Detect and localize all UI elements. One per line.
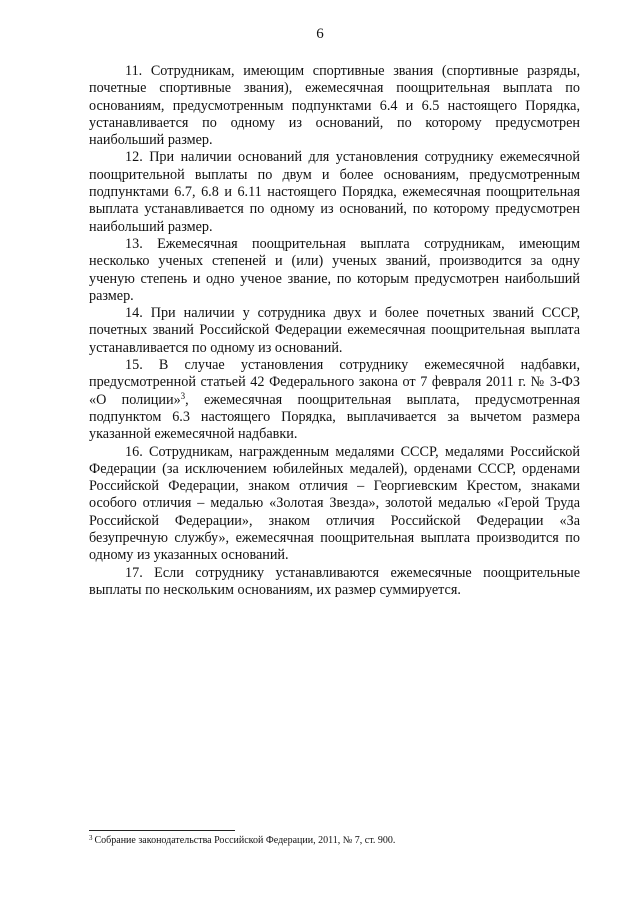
paragraph-11: 11. Сотрудникам, имеющим спортивные звания (спортивные разряды, почетные спортивные звания), ежемесячная поощрительная выплата по основаниям, предусмотренным подпунктами 6.4 и 6.5 настоящего Порядка, устанавливается по одному из оснований, по которому предусмотрен наибольший размер. bbox=[89, 63, 580, 149]
footnote-marker: 3 bbox=[89, 834, 93, 842]
paragraph-16: 16. Сотрудникам, награжденным медалями СССР, медалями Российской Федерации (за исключением юбилейных медалей), орденами СССР, орденами Российской Федерации, знаком отличия – Георгиевским Крестом, знаками особого отличия – медалью «Золотая Звезда», золотой медалью «Герой Труда Российской Федерации», знаком отличия Российской Федерации «За безупречную службу», ежемесячная поощрительная выплата производится по одному из указанных оснований. bbox=[89, 443, 580, 564]
document-body bbox=[89, 63, 580, 599]
paragraph-15-text-after: , ежемесячная поощрительная выплата, предусмотренная подпунктом 6.3 настоящего Порядка, выплачивается за вычетом размера указанной ежемесячной надбавки. bbox=[89, 391, 580, 443]
paragraph-13: 13. Ежемесячная поощрительная выплата сотрудникам, имеющим несколько ученых степеней и (или) ученых званий, производится за одну ученую степень и одно ученое звание, по которым предусмотрен наибольший размер. bbox=[89, 235, 580, 304]
paragraph-17: 17. Если сотруднику устанавливаются ежемесячные поощрительные выплаты по нескольким основаниям, их размер суммируется. bbox=[89, 564, 580, 598]
footnote-separator bbox=[89, 830, 235, 831]
footnote-reference: 3 bbox=[180, 390, 186, 401]
paragraph-15-text-before: 15. В случае установления сотруднику ежемесячной надбавки, предусмотренной статьей 42 Федерального закона от 7 февраля 2011 г. № 3-ФЗ «О полиции» bbox=[89, 357, 580, 408]
footnote-text: Собрание законодательства Российской Федерации, 2011, № 7, ст. 900. bbox=[94, 835, 396, 846]
page-number: 6 bbox=[316, 26, 324, 42]
footnote bbox=[89, 834, 580, 847]
paragraph-14: 14. При наличии у сотрудника двух и более почетных званий СССР, почетных званий Российской Федерации ежемесячная поощрительная выплата устанавливается по одному из оснований. bbox=[89, 305, 580, 356]
paragraph-15 bbox=[89, 357, 580, 443]
paragraph-12: 12. При наличии оснований для установления сотруднику ежемесячной поощрительной выплаты по двум и более основаниям, предусмотренным подпунктами 6.7, 6.8 и 6.11 настоящего Порядка, ежемесячная поощрительная выплата устанавливается по одному из оснований, по которому предусмотрен наибольший размер. bbox=[89, 149, 580, 235]
